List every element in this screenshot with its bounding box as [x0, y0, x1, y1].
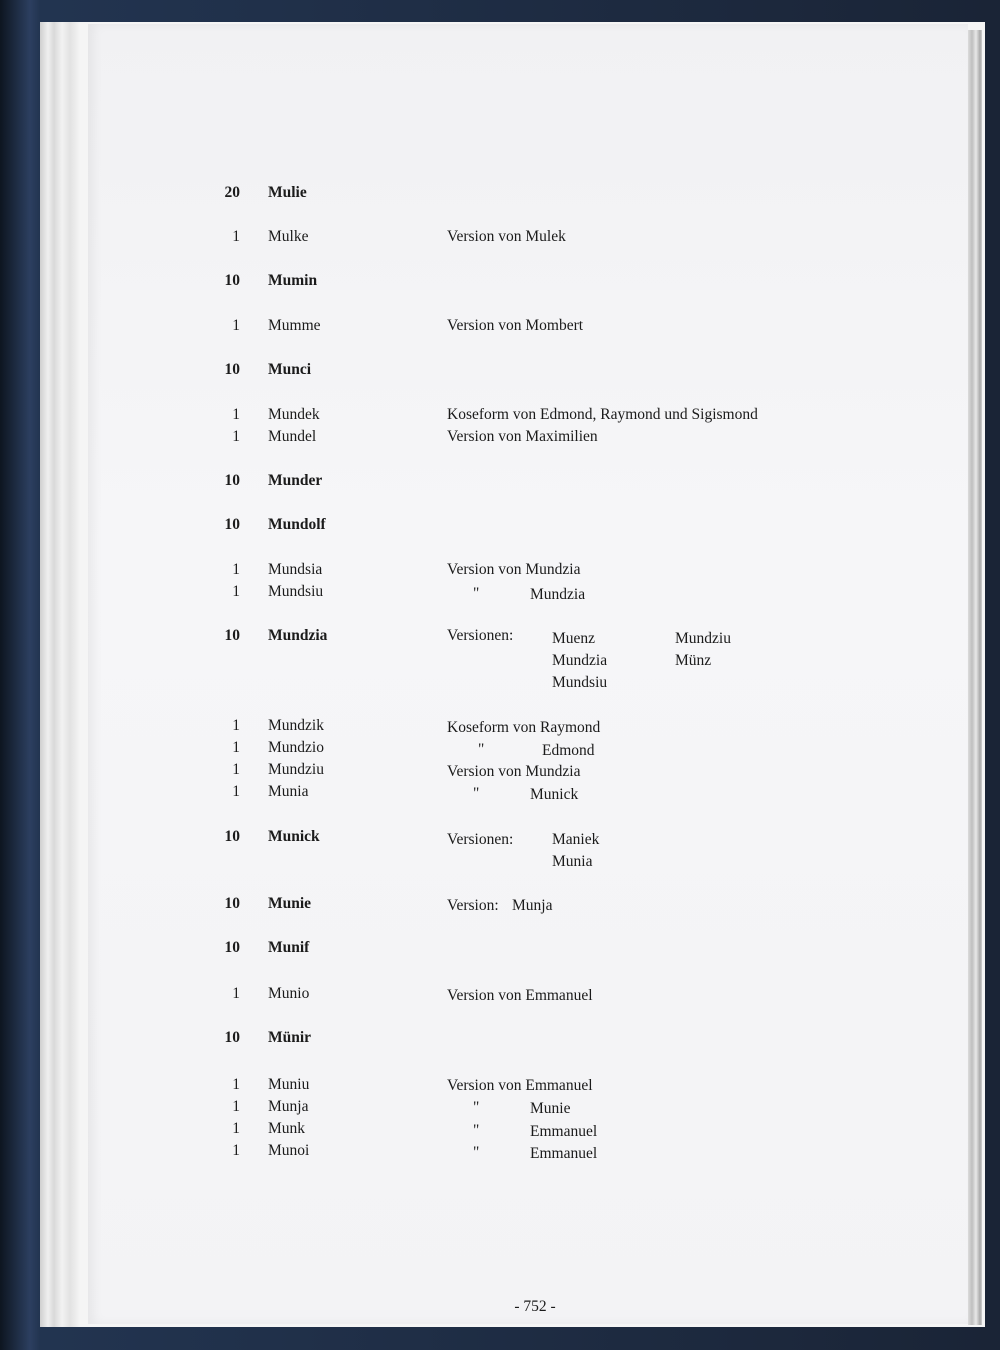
- entry-name: Munk: [268, 1120, 306, 1137]
- entry-name: Münir: [268, 1029, 312, 1046]
- entry-row: [0, 983, 1000, 1007]
- entry-row: [0, 315, 1000, 339]
- entry-row: [0, 514, 1000, 538]
- entry-count: 1: [232, 1120, 240, 1137]
- entry-name: Mundsiu: [268, 583, 324, 600]
- version-item: Munja: [512, 897, 553, 914]
- entry-row: [0, 1118, 1000, 1142]
- entry-row: [0, 1140, 1000, 1164]
- entry-count: 1: [232, 739, 240, 756]
- entry-name: Mundzia: [268, 627, 328, 644]
- entry-name: Mundsia: [268, 561, 323, 578]
- entry-count: 1: [232, 428, 240, 445]
- entry-name: Munick: [268, 828, 320, 845]
- entry-row: [0, 737, 1000, 761]
- entry-name: Munder: [268, 472, 323, 489]
- ditto-mark: ": [473, 785, 480, 802]
- entry-count: 1: [232, 583, 240, 600]
- entry-count: 1: [232, 985, 240, 1002]
- entry-row: [0, 759, 1000, 783]
- entry-row: [0, 470, 1000, 494]
- entry-row: [0, 715, 1000, 739]
- entry-name: Mundel: [268, 428, 317, 445]
- entry-name: Mundziu: [268, 761, 324, 778]
- entry-count: 1: [232, 717, 240, 734]
- ditto-mark: ": [473, 1144, 480, 1161]
- entry-name: Mumme: [268, 317, 321, 334]
- entry-name: Mumin: [268, 272, 318, 289]
- entry-row: [0, 182, 1000, 206]
- entry-count: 10: [224, 1029, 240, 1046]
- entry-count: 10: [224, 828, 240, 845]
- entry-name: Muniu: [268, 1076, 310, 1093]
- entry-count: 10: [224, 627, 240, 644]
- entry-count: 1: [232, 317, 240, 334]
- entry-count: 1: [232, 406, 240, 423]
- entry-row: [0, 270, 1000, 294]
- ditto-mark: ": [473, 1122, 480, 1139]
- entry-description: Munick: [530, 786, 579, 803]
- entry-row: [0, 426, 1000, 450]
- entry-name: Mulke: [268, 228, 309, 245]
- ditto-mark: ": [473, 585, 480, 602]
- entry-row: [0, 404, 1000, 428]
- entry-name: Munja: [268, 1098, 309, 1115]
- entry-name: Mulie: [268, 184, 307, 201]
- entry-row: [0, 781, 1000, 805]
- entry-name: Mundek: [268, 406, 320, 423]
- entry-name: Munif: [268, 939, 310, 956]
- version-item: Munia: [552, 853, 593, 870]
- entry-row: [0, 826, 1000, 870]
- entry-count: 1: [232, 561, 240, 578]
- entry-row: [0, 1074, 1000, 1098]
- entry-row: [0, 559, 1000, 583]
- entry-count: 20: [224, 184, 240, 201]
- entry-count: 1: [232, 1098, 240, 1115]
- entry-count: 10: [224, 895, 240, 912]
- versions-label: Versionen:: [447, 627, 514, 644]
- entry-description: Version von Maximilien: [447, 428, 598, 445]
- entry-count: 1: [232, 761, 240, 778]
- page-number: - 752 -: [514, 1298, 556, 1315]
- entry-name: Munoi: [268, 1142, 310, 1159]
- entry-name: Mundzio: [268, 739, 324, 756]
- entry-description: Version von Mulek: [447, 228, 566, 245]
- entry-count: 10: [224, 272, 240, 289]
- entry-count: 1: [232, 1142, 240, 1159]
- entry-description: Edmond: [542, 742, 595, 759]
- entry-count: 10: [224, 472, 240, 489]
- entry-description: Emmanuel: [530, 1123, 598, 1140]
- entry-row: [0, 359, 1000, 383]
- versions-label: Version:: [447, 897, 499, 914]
- entry-row: [0, 226, 1000, 250]
- entry-name: Munie: [268, 895, 312, 912]
- entry-count: 10: [224, 361, 240, 378]
- version-item: Mundzia: [552, 652, 608, 669]
- entry-count: 1: [232, 783, 240, 800]
- entry-description: Version von Emmanuel: [447, 1077, 593, 1094]
- ditto-mark: ": [478, 741, 485, 758]
- entry-name: Munci: [268, 361, 312, 378]
- versions-label: Versionen:: [447, 831, 514, 848]
- ditto-mark: ": [473, 1099, 480, 1116]
- entry-count: 1: [232, 228, 240, 245]
- entry-count: 10: [224, 516, 240, 533]
- entry-name: Munia: [268, 783, 309, 800]
- entry-row: [0, 1096, 1000, 1120]
- entry-description: Munie: [530, 1100, 571, 1117]
- version-item: Mundsiu: [552, 674, 608, 691]
- entry-row: [0, 625, 1000, 691]
- entry-name: Munio: [268, 985, 310, 1002]
- entry-description: Version von Emmanuel: [447, 987, 593, 1004]
- entry-description: Version von Mundzia: [447, 763, 581, 780]
- entry-row: [0, 893, 1000, 917]
- version-item: Muenz: [552, 630, 596, 647]
- entry-count: 10: [224, 939, 240, 956]
- entry-description: Version von Mombert: [447, 317, 584, 334]
- entry-count: 1: [232, 1076, 240, 1093]
- entry-description: Emmanuel: [530, 1145, 598, 1162]
- entry-row: [0, 581, 1000, 605]
- entry-name: Mundolf: [268, 516, 326, 533]
- entry-description: Version von Mundzia: [447, 561, 581, 578]
- entry-name: Mundzik: [268, 717, 324, 734]
- version-item: Münz: [675, 652, 712, 669]
- version-item: Mundziu: [675, 630, 731, 647]
- entry-row: [0, 937, 1000, 961]
- entry-row: [0, 1027, 1000, 1051]
- entry-description: Koseform von Raymond: [447, 719, 601, 736]
- version-item: Maniek: [552, 831, 600, 848]
- entry-description: Mundzia: [530, 586, 586, 603]
- entry-description: Koseform von Edmond, Raymond und Sigismond: [447, 406, 758, 423]
